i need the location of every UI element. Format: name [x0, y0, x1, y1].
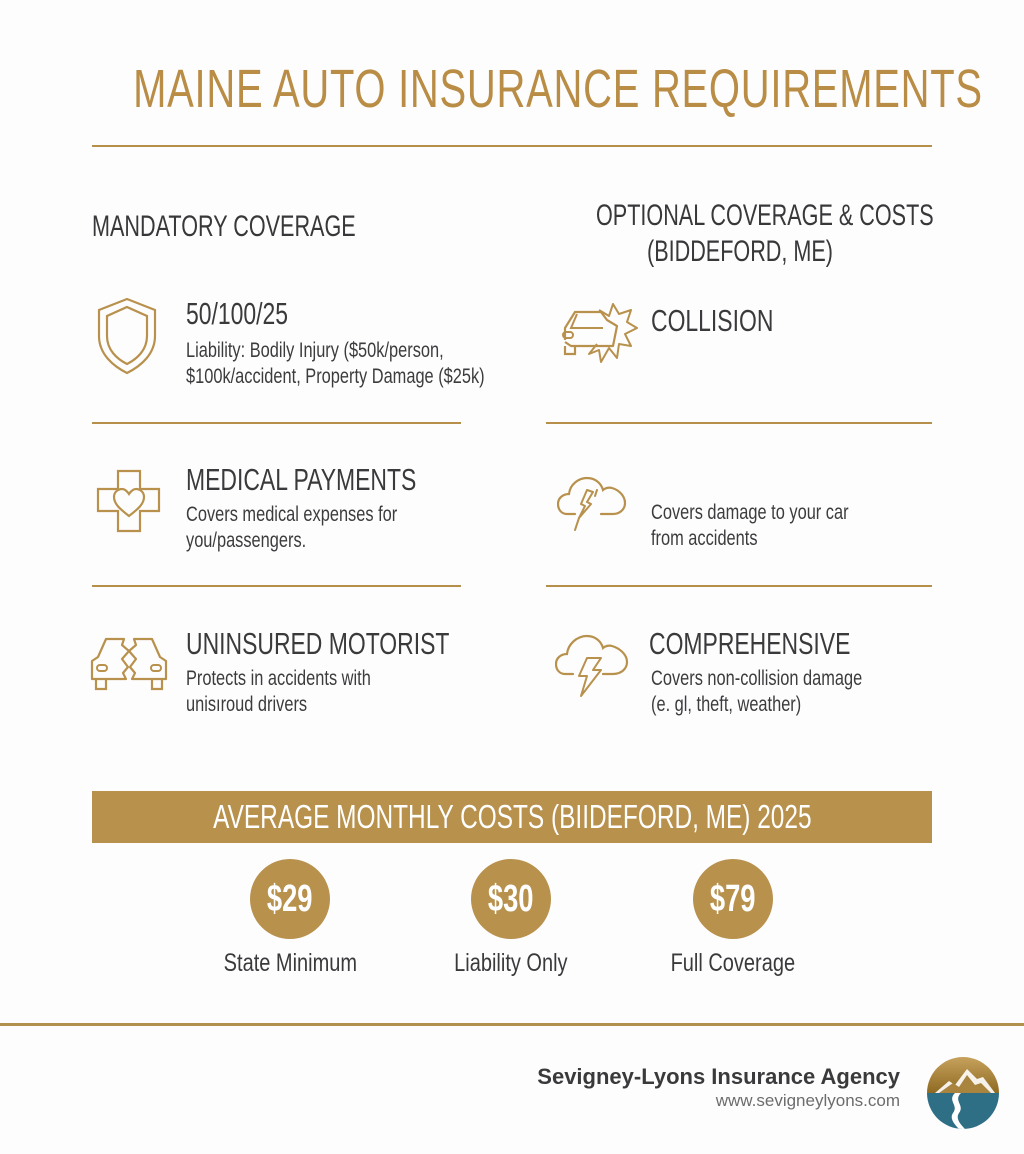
price-value: $29: [267, 877, 313, 920]
item-desc-uninsured: [186, 666, 371, 718]
page-title: MAINE AUTO INSURANCE REQUIREMENTS: [133, 59, 983, 119]
desc-line: (e. gl, theft, weather): [651, 693, 802, 716]
item-desc-collision: [651, 500, 849, 552]
title-divider: [92, 145, 932, 147]
price-badge: [471, 859, 551, 939]
cost-label: State Minimum: [223, 949, 357, 977]
agency-name: Sevigney-Lyons Insurance Agency: [537, 1064, 900, 1089]
cars-collision-icon: [88, 635, 170, 695]
item-desc-comprehensive: [651, 666, 862, 718]
desc-line: Covers medical expenses for: [186, 503, 398, 526]
banner-title: AVERAGE MONTHLY COSTS (BIIDEFORD, ME) 2025: [212, 798, 812, 835]
footer-divider: [0, 1023, 1024, 1026]
item-title-medical: MEDICAL PAYMENTS: [186, 462, 417, 497]
storm-cloud-icon: [557, 472, 629, 534]
mountain-river-logo-icon: [925, 1055, 1001, 1131]
desc-line: Protects in accidents with: [186, 667, 371, 690]
divider: [546, 422, 932, 424]
optional-heading-line2: (BIDDEFORD, ME): [646, 235, 833, 268]
medical-cross-heart-icon: [96, 469, 162, 533]
item-desc-medical: [186, 502, 397, 554]
cost-label: Liability Only: [454, 949, 568, 977]
divider: [92, 422, 461, 424]
desc-line: unisıroud drivers: [186, 693, 308, 716]
item-desc-liability: [186, 338, 485, 390]
item-title-liability: 50/100/25: [186, 296, 289, 331]
desc-line: Liability: Bodily Injury ($50k/person,: [186, 339, 444, 362]
car-crash-icon: [557, 300, 639, 372]
mandatory-heading: MANDATORY COVERAGE: [92, 210, 356, 243]
cost-label: Full Coverage: [670, 949, 796, 977]
price-badge: [250, 859, 330, 939]
desc-line: $100k/accident, Property Damage ($25k): [186, 365, 485, 388]
desc-line: Covers non-collision damage: [651, 667, 863, 690]
divider: [92, 585, 461, 587]
item-title-uninsured: UNINSURED MOTORIST: [186, 626, 450, 661]
cost-state-minimum: [190, 859, 390, 978]
lightning-cloud-icon: [555, 632, 631, 702]
price-badge: [693, 859, 773, 939]
desc-line: you/passengers.: [186, 529, 307, 552]
cost-liability-only: [411, 859, 611, 978]
shield-icon: [95, 296, 159, 376]
price-value: $79: [710, 877, 756, 920]
agency-info: [537, 1064, 900, 1111]
monthly-costs-banner: [92, 791, 932, 843]
desc-line: Covers damage to your car: [651, 501, 849, 524]
desc-line: from accidents: [651, 527, 758, 550]
price-value: $30: [488, 877, 534, 920]
item-title-comprehensive: COMPREHENSIVE: [649, 626, 851, 661]
item-title-collision: COLLISION: [651, 303, 774, 338]
divider: [546, 585, 932, 587]
cost-full-coverage: [633, 859, 833, 978]
optional-heading-line1: OPTIONAL COVERAGE & COSTS: [596, 199, 934, 232]
agency-website-link[interactable]: www.sevigneylyons.com: [715, 1091, 900, 1110]
optional-heading: [596, 198, 934, 270]
